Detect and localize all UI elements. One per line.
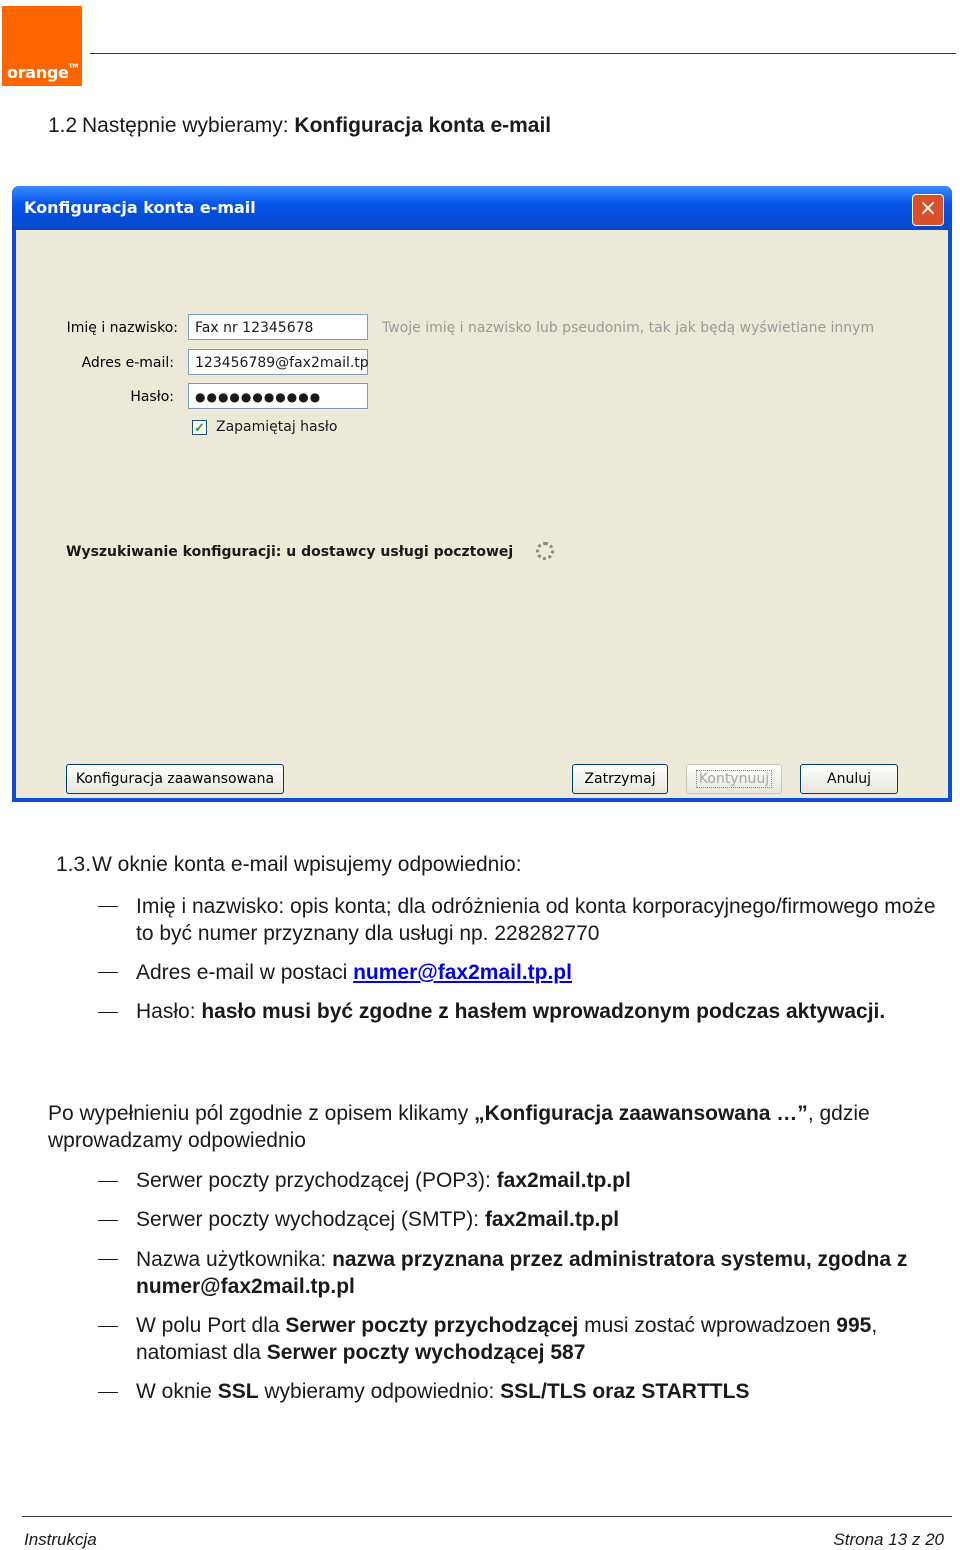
password-field[interactable]: ●●●●●●●●●●● [188, 383, 368, 409]
email-field[interactable]: 123456789@fax2mail.tp [188, 349, 368, 375]
spinner-icon [536, 542, 554, 560]
page-number: Strona 13 z 20 [833, 1530, 944, 1549]
cancel-button[interactable]: Anuluj [800, 764, 898, 794]
status-text: Wyszukiwanie konfiguracji: u dostawcy usługi pocztowej [66, 544, 514, 560]
name-hint: Twoje imię i nazwisko lub pseudonim, tak jak będą wyświetlane innym [382, 320, 875, 336]
list-dash [98, 906, 118, 907]
dialog-titlebar [12, 186, 952, 230]
list-dash [98, 1392, 118, 1393]
section-heading-1-2: 1.2 Następnie wybieramy: Konfiguracja konta e-mail [48, 114, 552, 137]
name-label: Imię i nazwisko: [66, 320, 178, 336]
list-item: Hasło: hasło musi być zgodne z hasłem wprowadzonym podczas aktywacji. [136, 1000, 886, 1023]
dialog-title: Konfiguracja konta e-mail [24, 198, 256, 217]
footer-title: Instrukcja [24, 1530, 97, 1549]
list-dash [98, 1259, 118, 1260]
stop-button[interactable]: Zatrzymaj [572, 764, 668, 794]
instruction-paragraph: Po wypełnieniu pól zgodnie z opisem klikamy „Konfiguracja zaawansowana …”, gdzie wprowadzamy odpowiednio [48, 1102, 870, 1152]
advanced-config-button[interactable]: Konfiguracja zaawansowana [66, 764, 284, 794]
list-dash [98, 972, 118, 973]
list-item: Serwer poczty wychodzącej (SMTP): fax2mail.tp.pl [136, 1208, 620, 1231]
list-item: Nazwa użytkownika: nazwa przyznana przez administratora systemu, zgodna z numer@fax2mail.tp.pl [136, 1248, 908, 1298]
orange-logo [2, 6, 82, 86]
email-config-dialog [12, 186, 952, 802]
remember-password-checkbox[interactable]: ✓ [192, 420, 207, 435]
password-label: Hasło: [130, 389, 174, 405]
list-item: Adres e-mail w postaci numer@fax2mail.tp.pl [136, 961, 572, 984]
list-item: W oknie SSL wybieramy odpowiednio: SSL/TLS oraz STARTTLS [136, 1380, 750, 1403]
logo-text: orange™ [7, 63, 79, 82]
close-icon[interactable]: × [912, 194, 944, 226]
name-field[interactable]: Fax nr 12345678 [188, 314, 368, 340]
footer-divider [22, 1516, 952, 1517]
header-divider [90, 53, 956, 54]
dialog-body [16, 230, 948, 798]
list-item: W polu Port dla Serwer poczty przychodzącej musi zostać wprowadzoen 995, natomiast dla Serwer poczty wychodzącej 587 [136, 1314, 878, 1364]
list-dash [98, 1220, 118, 1221]
email-label: Adres e-mail: [81, 355, 174, 371]
list-dash [98, 1012, 118, 1013]
list-item: Serwer poczty przychodzącej (POP3): fax2mail.tp.pl [136, 1169, 631, 1192]
list-item: Imię i nazwisko: opis konta; dla odróżnienia od konta korporacyjnego/firmowego może to być numer przyznany dla usługi np. 228282770 [136, 895, 936, 945]
remember-password-label[interactable]: Zapamiętaj hasło [216, 419, 338, 435]
section-heading-1-3: 1.3.W oknie konta e-mail wpisujemy odpowiednio: [56, 853, 522, 876]
email-format-link[interactable]: numer@fax2mail.tp.pl [353, 961, 572, 984]
continue-button[interactable]: Kontynuuj [686, 764, 782, 794]
list-dash [98, 1181, 118, 1182]
list-dash [98, 1326, 118, 1327]
